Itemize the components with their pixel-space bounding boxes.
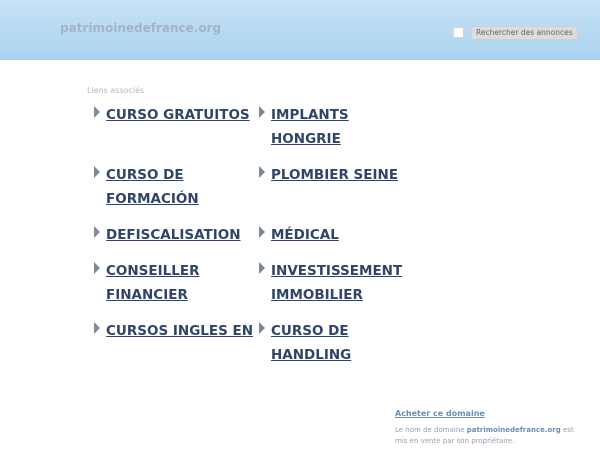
related-link[interactable] bbox=[271, 163, 398, 187]
footer-text-after: est mis en vente par son propriétaire. bbox=[395, 426, 574, 445]
related-link[interactable] bbox=[271, 259, 402, 307]
buy-domain-link[interactable]: Acheter ce domaine bbox=[395, 409, 485, 418]
related-link-line1[interactable]: PLOMBIER SEINE bbox=[271, 167, 399, 183]
related-link[interactable] bbox=[106, 223, 241, 247]
header-bar bbox=[0, 0, 600, 60]
footer-domain-name: patrimoinedefrance.org bbox=[466, 426, 561, 434]
arrow-right-icon bbox=[259, 106, 265, 118]
related-link[interactable] bbox=[106, 163, 199, 211]
related-link-line1[interactable]: INVESTISSEMENT bbox=[271, 263, 403, 279]
related-link[interactable] bbox=[271, 319, 351, 367]
arrow-right-icon bbox=[94, 106, 100, 118]
arrow-right-icon bbox=[94, 166, 100, 178]
related-link[interactable] bbox=[106, 103, 250, 127]
footer-sale-notice bbox=[395, 425, 575, 447]
related-link[interactable] bbox=[106, 319, 253, 343]
arrow-right-icon bbox=[259, 262, 265, 274]
arrow-right-icon bbox=[94, 262, 100, 274]
arrow-right-icon bbox=[259, 226, 265, 238]
related-link-line2[interactable]: IMMOBILIER bbox=[271, 287, 363, 303]
related-link[interactable] bbox=[106, 259, 199, 307]
related-link-line2[interactable]: HANDLING bbox=[271, 347, 352, 363]
related-link-line1[interactable]: CURSO DE bbox=[106, 167, 184, 183]
domain-title[interactable]: patrimoinedefrance.org bbox=[60, 21, 222, 35]
related-link-line1[interactable]: IMPLANTS bbox=[271, 107, 349, 123]
related-link-line2[interactable]: FINANCIER bbox=[106, 287, 188, 303]
related-link-line1[interactable]: DEFISCALISATION bbox=[106, 227, 241, 243]
related-link-line1[interactable]: CONSEILLER bbox=[106, 263, 200, 279]
search-ads-button[interactable]: Rechercher des annonces bbox=[471, 26, 578, 40]
footer-text-before: Le nom de domaine bbox=[395, 426, 467, 434]
related-link[interactable] bbox=[271, 223, 339, 247]
arrow-right-icon bbox=[259, 166, 265, 178]
search-checkbox[interactable] bbox=[453, 27, 464, 38]
related-links-label: Liens associés bbox=[87, 86, 145, 95]
related-link-line1[interactable]: CURSO DE bbox=[271, 323, 349, 339]
related-link-line1[interactable]: MÉDICAL bbox=[271, 227, 339, 243]
related-link[interactable] bbox=[271, 103, 349, 151]
related-link-line2[interactable]: HONGRIE bbox=[271, 131, 341, 147]
related-link-line1[interactable]: CURSO GRATUITOS bbox=[106, 107, 250, 123]
arrow-right-icon bbox=[259, 322, 265, 334]
arrow-right-icon bbox=[94, 322, 100, 334]
related-link-line1[interactable]: CURSOS INGLES EN bbox=[106, 323, 254, 339]
arrow-right-icon bbox=[94, 226, 100, 238]
related-link-line2[interactable]: FORMACIÓN bbox=[106, 191, 199, 207]
